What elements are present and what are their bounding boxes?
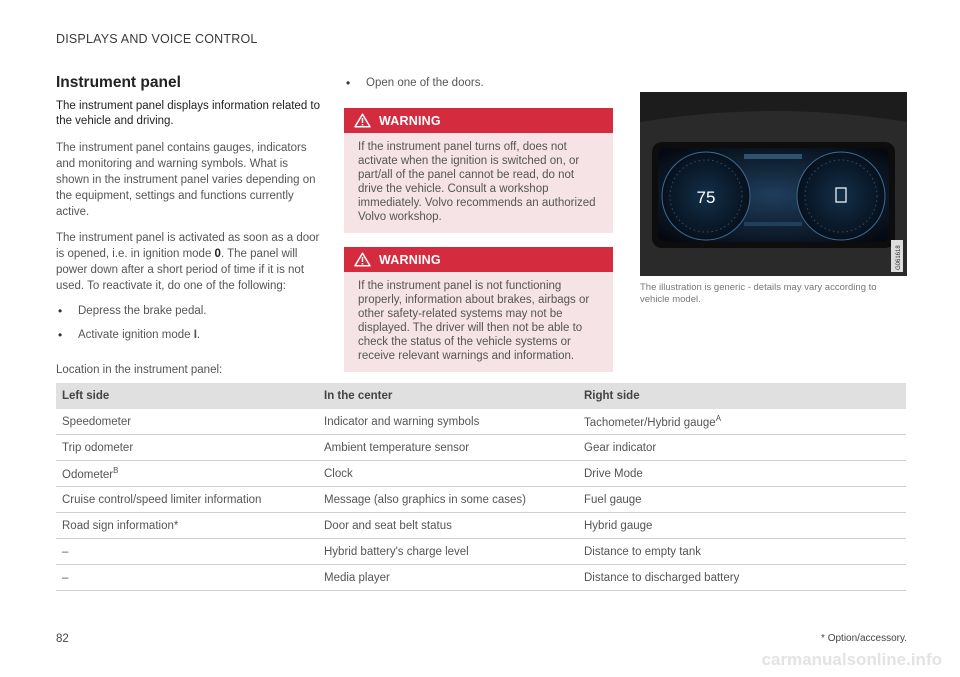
table-cell: – bbox=[56, 539, 318, 565]
footnote-marker-b: B bbox=[113, 466, 119, 476]
warning-title: WARNING bbox=[379, 252, 441, 267]
column-header-left: Left side bbox=[56, 383, 318, 409]
list-item: • Activate ignition mode I. bbox=[56, 328, 321, 343]
table-row bbox=[56, 487, 906, 513]
reactivate-list-cont bbox=[344, 76, 613, 91]
warning-header bbox=[344, 247, 613, 272]
watermark: carmanualsonline.info bbox=[761, 650, 942, 669]
figure-column bbox=[640, 92, 907, 306]
table-cell: Media player bbox=[318, 565, 578, 591]
text-column-middle bbox=[344, 76, 613, 386]
paragraph-contents: The instrument panel contains gauges, indicators and monitoring and warning symbols. What is shown in the instrument panel varies depending on the equipment, settings and functions currently active. bbox=[56, 142, 316, 218]
table-cell: Road sign information* bbox=[56, 513, 318, 539]
table-row bbox=[56, 461, 906, 487]
warning-box-2 bbox=[344, 247, 613, 372]
table-cell: Gear indicator bbox=[578, 435, 906, 461]
figure-code: G061618 bbox=[896, 245, 902, 270]
table-cell: Fuel gauge bbox=[578, 487, 906, 513]
table-cell: Cruise control/speed limiter information bbox=[56, 487, 318, 513]
warning-text: If the instrument panel is not functioning properly, information about brakes, airbags or other safety-related systems may not be displayed. The driver will then not be able to check the status of the vehicle systems or receive relevant warnings and information. bbox=[358, 280, 590, 362]
list-item: • Depress the brake pedal. bbox=[56, 304, 321, 319]
table-cell: Distance to empty tank bbox=[578, 539, 906, 565]
table-cell: Message (also graphics in some cases) bbox=[318, 487, 578, 513]
table-header-row bbox=[56, 383, 906, 409]
page-header: DISPLAYS AND VOICE CONTROL bbox=[56, 32, 258, 46]
column-header-right: Right side bbox=[578, 383, 906, 409]
instrument-cluster-drawing bbox=[640, 92, 907, 276]
table-cell: Drive Mode bbox=[578, 461, 906, 487]
table-row bbox=[56, 409, 906, 435]
table-cell: Ambient temperature sensor bbox=[318, 435, 578, 461]
text-column-left bbox=[56, 74, 321, 352]
table-cell: Clock bbox=[318, 461, 578, 487]
reactivate-list bbox=[56, 304, 321, 343]
footnote-marker-a: A bbox=[715, 414, 722, 424]
location-table bbox=[56, 383, 906, 591]
warning-title: WARNING bbox=[379, 113, 441, 128]
paragraph-activation: The instrument panel is activated as soon as a door is opened, i.e. in ignition mode 0. The panel will power down after a short period of time if it is not used. To reactivate it, do one of the following: bbox=[56, 232, 320, 292]
warning-text: If the instrument panel turns off, does not activate when the ignition is switched on, or part/all of the panel cannot be read, do not drive the vehicle. Consult a workshop immediately. Volvo recommends an authorized Volvo workshop. bbox=[358, 141, 596, 223]
column-header-center: In the center bbox=[318, 383, 578, 409]
footnote-option: * Option/accessory. bbox=[821, 633, 907, 644]
warning-triangle-icon bbox=[354, 113, 371, 128]
table-cell: Odometer$^B$ bbox=[56, 461, 318, 487]
table-row bbox=[56, 539, 906, 565]
ignition-mode-0: 0 bbox=[214, 248, 221, 260]
figure-caption: The illustration is generic - details may vary according to vehicle model. bbox=[640, 282, 877, 305]
table-row bbox=[56, 565, 906, 591]
speed-readout: 75 bbox=[696, 188, 716, 207]
table-label: Location in the instrument panel: bbox=[56, 364, 223, 376]
table-cell: – bbox=[56, 565, 318, 591]
warning-header bbox=[344, 108, 613, 133]
table-cell: Trip odometer bbox=[56, 435, 318, 461]
section-intro: The instrument panel displays information related to the vehicle and driving. bbox=[56, 100, 321, 127]
table-row bbox=[56, 513, 906, 539]
ignition-mode-i: I bbox=[193, 329, 197, 341]
table-cell: Hybrid battery's charge level bbox=[318, 539, 578, 565]
page-number: 82 bbox=[56, 633, 69, 645]
warning-box-1 bbox=[344, 108, 613, 233]
table-cell: Hybrid gauge bbox=[578, 513, 906, 539]
table-cell: Indicator and warning symbols bbox=[318, 409, 578, 435]
warning-triangle-icon bbox=[354, 252, 371, 267]
table-cell: Distance to discharged battery bbox=[578, 565, 906, 591]
list-item: • Open one of the doors. bbox=[344, 76, 613, 91]
instrument-panel-illustration bbox=[640, 92, 907, 276]
section-title: Instrument panel bbox=[56, 74, 181, 91]
table-cell: Tachometer/Hybrid gauge$^A$ bbox=[578, 409, 906, 435]
table-cell: Door and seat belt status bbox=[318, 513, 578, 539]
table-row bbox=[56, 435, 906, 461]
table-cell: Speedometer bbox=[56, 409, 318, 435]
